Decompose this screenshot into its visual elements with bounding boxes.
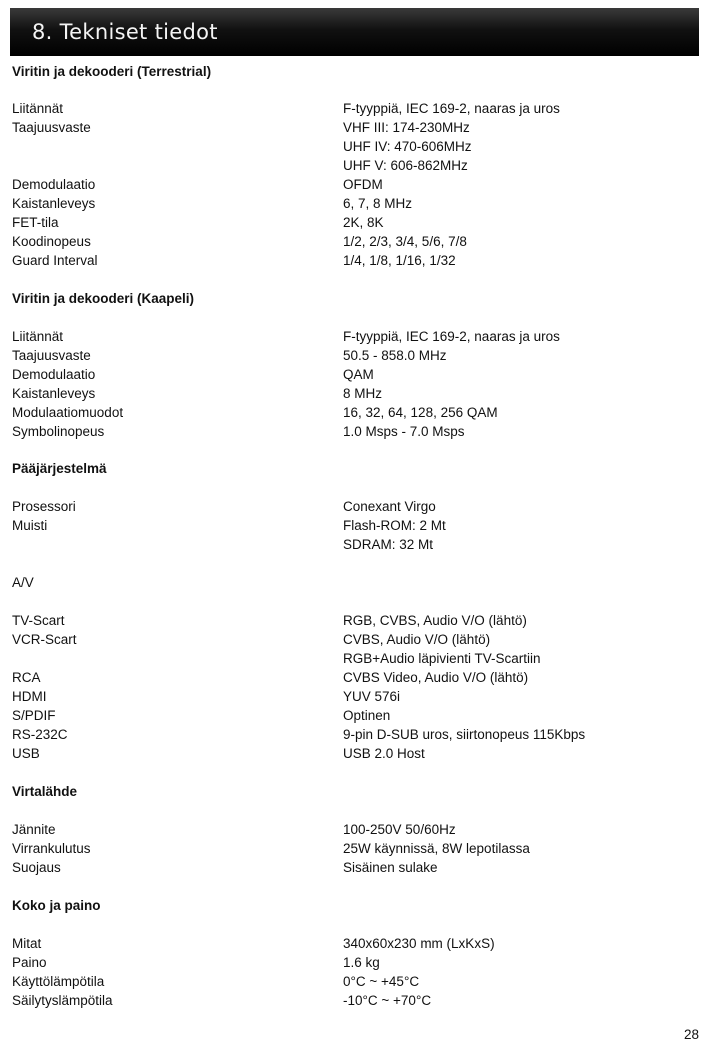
spec-label: Modulaatiomuodot <box>12 405 124 420</box>
spec-value: F-tyyppiä, IEC 169-2, naaras ja uros <box>343 101 560 116</box>
section-title-terrestrial: Viritin ja dekooderi (Terrestrial) <box>12 64 212 79</box>
page-number: 28 <box>683 1027 699 1042</box>
spec-value: OFDM <box>343 177 383 192</box>
spec-label: RS-232C <box>12 727 68 742</box>
spec-label: Kaistanleveys <box>12 386 96 401</box>
section-title-size: Koko ja paino <box>12 898 101 913</box>
section-title-av: A/V <box>12 575 34 590</box>
spec-label: Jännite <box>12 822 56 837</box>
spec-value: 16, 32, 64, 128, 256 QAM <box>343 405 498 420</box>
spec-label: Prosessori <box>12 499 76 514</box>
spec-value: F-tyyppiä, IEC 169-2, naaras ja uros <box>343 329 560 344</box>
spec-value: CVBS Video, Audio V/O (lähtö) <box>343 670 529 685</box>
spec-value: SDRAM: 32 Mt <box>343 537 434 552</box>
spec-value: CVBS, Audio V/O (lähtö) <box>343 632 491 647</box>
spec-value: 50.5 - 858.0 MHz <box>343 348 447 363</box>
spec-value: 8 MHz <box>343 386 383 401</box>
spec-value: Optinen <box>343 708 391 723</box>
spec-label: Säilytyslämpötila <box>12 993 113 1008</box>
spec-value: 25W käynnissä, 8W lepotilassa <box>343 841 530 856</box>
spec-label: Virrankulutus <box>12 841 91 856</box>
spec-value: QAM <box>343 367 374 382</box>
spec-label: Taajuusvaste <box>12 348 91 363</box>
spec-label: Symbolinopeus <box>12 424 105 439</box>
spec-value: YUV 576i <box>343 689 401 704</box>
spec-value: RGB, CVBS, Audio V/O (lähtö) <box>343 613 527 628</box>
spec-label: VCR-Scart <box>12 632 77 647</box>
spec-value: 2K, 8K <box>343 215 384 230</box>
spec-value: UHF IV: 470-606MHz <box>343 139 472 154</box>
spec-label: TV-Scart <box>12 613 65 628</box>
spec-label: Guard Interval <box>12 253 98 268</box>
spec-value: Sisäinen sulake <box>343 860 438 875</box>
section-title-power: Virtalähde <box>12 784 78 799</box>
spec-label: S/PDIF <box>12 708 56 723</box>
spec-label: Käyttölämpötila <box>12 974 105 989</box>
spec-value: RGB+Audio läpivienti TV-Scartiin <box>343 651 541 666</box>
spec-label: Liitännät <box>12 329 64 344</box>
spec-label: Demodulaatio <box>12 367 96 382</box>
spec-value: Flash-ROM: 2 Mt <box>343 518 446 533</box>
spec-value: 100-250V 50/60Hz <box>343 822 456 837</box>
spec-value: 1.6 kg <box>343 955 380 970</box>
spec-label: Demodulaatio <box>12 177 96 192</box>
section-title-cable: Viritin ja dekooderi (Kaapeli) <box>12 291 195 306</box>
spec-value: VHF III: 174-230MHz <box>343 120 470 135</box>
page-title: 8. Tekniset tiedot <box>32 20 218 44</box>
spec-value: 6, 7, 8 MHz <box>343 196 413 211</box>
spec-value: 9-pin D-SUB uros, siirtonopeus 115Kbps <box>343 727 586 742</box>
spec-value: -10°C ~ +70°C <box>343 993 432 1008</box>
section-title-system: Pääjärjestelmä <box>12 461 107 476</box>
spec-label: Liitännät <box>12 101 64 116</box>
spec-value: 340x60x230 mm (LxKxS) <box>343 936 495 951</box>
spec-value: 0°C ~ +45°C <box>343 974 420 989</box>
spec-value: Conexant Virgo <box>343 499 436 514</box>
spec-label: Muisti <box>12 518 48 533</box>
spec-label: FET-tila <box>12 215 59 230</box>
spec-value: 1.0 Msps - 7.0 Msps <box>343 424 465 439</box>
spec-value: 1/2, 2/3, 3/4, 5/6, 7/8 <box>343 234 467 249</box>
spec-value: USB 2.0 Host <box>343 746 425 761</box>
spec-label: Paino <box>12 955 47 970</box>
spec-label: HDMI <box>12 689 47 704</box>
spec-label: Taajuusvaste <box>12 120 91 135</box>
spec-label: USB <box>12 746 40 761</box>
spec-label: Suojaus <box>12 860 61 875</box>
spec-value: UHF V: 606-862MHz <box>343 158 468 173</box>
spec-label: Kaistanleveys <box>12 196 96 211</box>
page-header-bar <box>10 8 699 56</box>
spec-label: RCA <box>12 670 41 685</box>
spec-value: 1/4, 1/8, 1/16, 1/32 <box>343 253 456 268</box>
spec-label: Koodinopeus <box>12 234 91 249</box>
spec-label: Mitat <box>12 936 42 951</box>
